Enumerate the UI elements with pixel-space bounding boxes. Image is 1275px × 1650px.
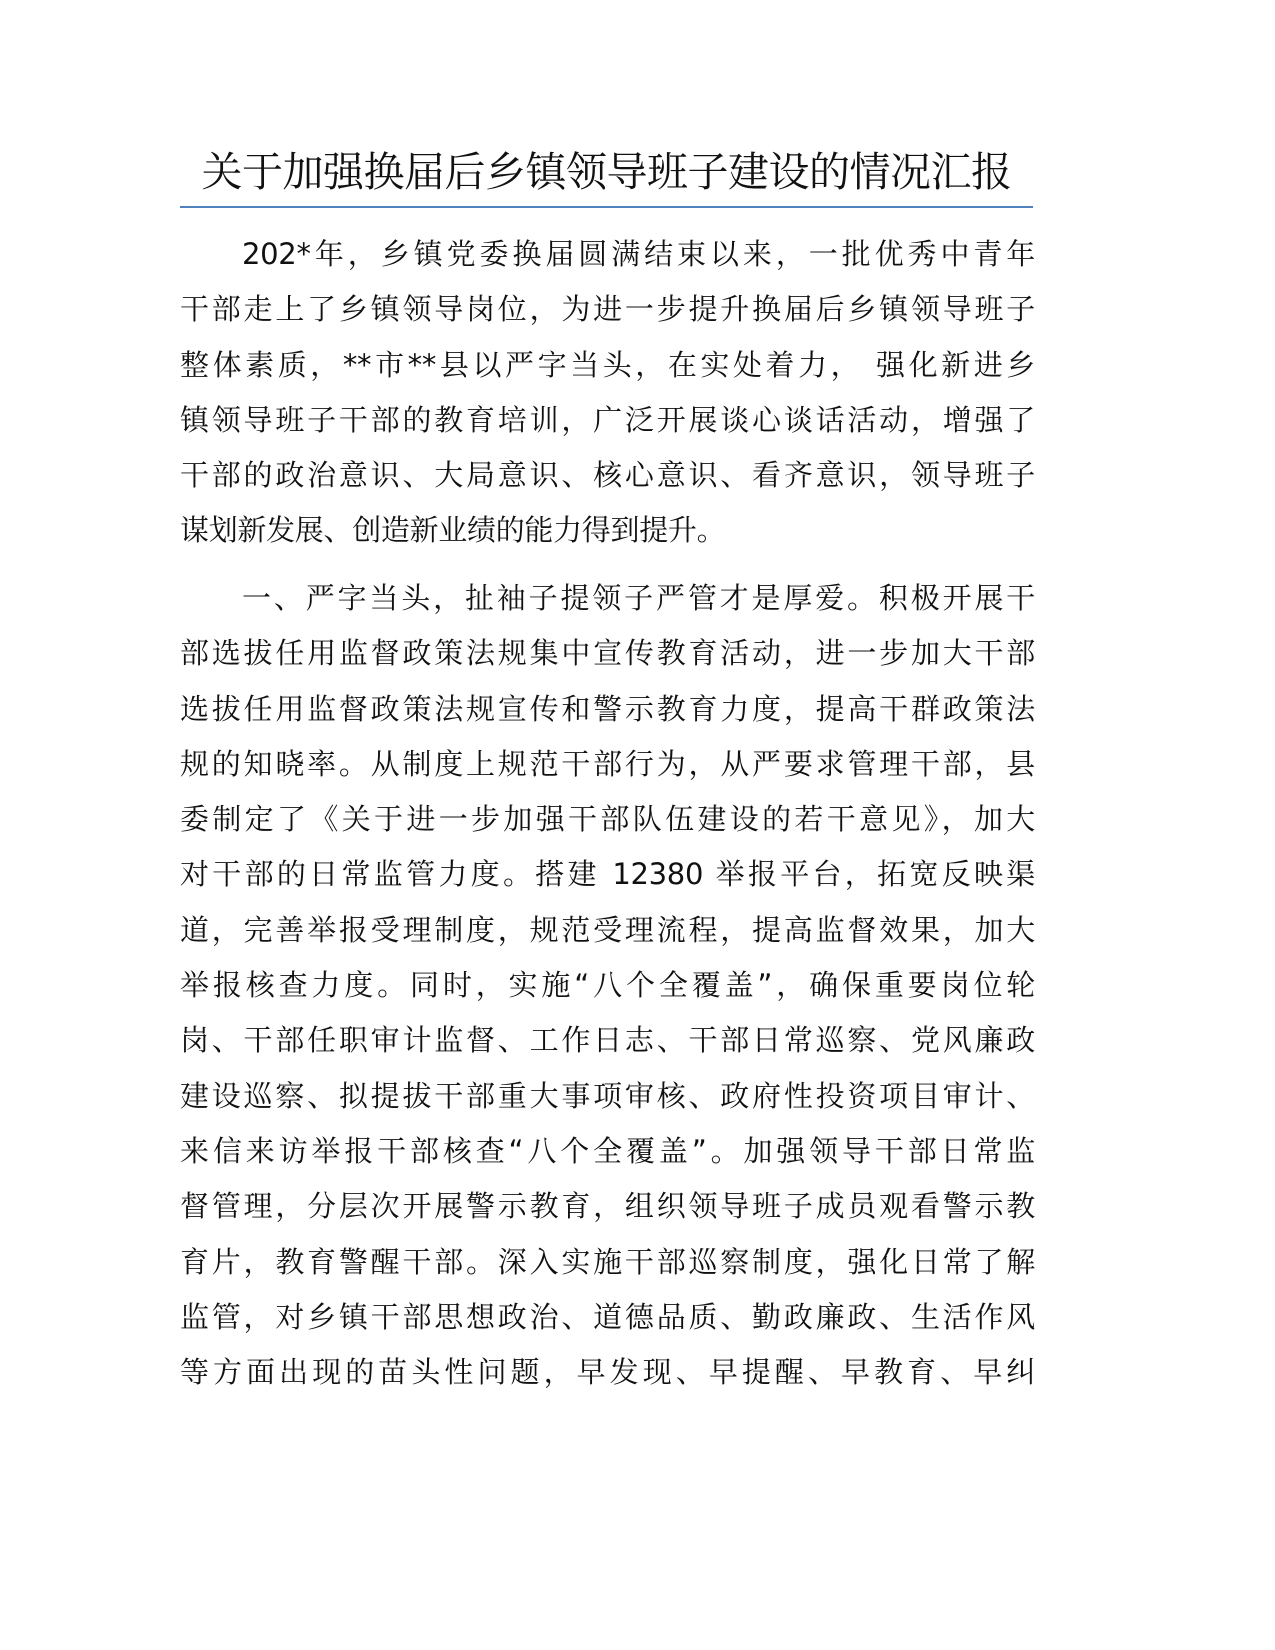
text-line: 监管，对乡镇干部思想政治、道德品质、勤政廉政、生活作风 <box>180 1299 1035 1334</box>
text-line: 委制定了《关于进一步加强干部队伍建设的若干意见》，加大 <box>180 802 1035 837</box>
text-line: 干部的政治意识、大局意识、核心意识、看齐意识，领导班子 <box>180 458 1035 493</box>
title-divider <box>180 206 1033 208</box>
text-line: 一、严字当头，扯袖子提领子严管才是厚爱。积极开展干 <box>242 581 1035 615</box>
text-line: 道，完善举报受理制度，规范受理流程，提高监督效果，加大 <box>180 912 1035 947</box>
text-line: 育片，教育警醒干部。深入实施干部巡察制度，强化日常了解 <box>180 1244 1035 1279</box>
document-title: 关于加强换届后乡镇领导班子建设的情况汇报 <box>201 148 1012 196</box>
text-line: 督管理，分层次开展警示教育，组织领导班子成员观看警示教 <box>180 1189 1035 1224</box>
text-line: 干部走上了乡镇领导岗位，为进一步提升换届后乡镇领导班子 <box>180 292 1035 327</box>
text-line: 等方面出现的苗头性问题，早发现、早提醒、早教育、早纠 <box>180 1355 1035 1390</box>
text-line: 202*年，乡镇党委换届圆满结束以来，一批优秀中青年 <box>242 237 1035 271</box>
text-line: 对干部的日常监管力度。搭建 12380 举报平台，拓宽反映渠 <box>180 857 1035 892</box>
paragraph-section-one <box>180 571 1035 1400</box>
text-line: 规的知晓率。从制度上规范干部行为，从严要求管理干部，县 <box>180 746 1035 781</box>
text-line: 举报核查力度。同时，实施“八个全覆盖”，确保重要岗位轮 <box>180 968 1035 1003</box>
text-line: 选拔任用监督政策法规宣传和警示教育力度，提高干群政策法 <box>180 691 1035 726</box>
text-line: 部选拔任用监督政策法规集中宣传教育活动，进一步加大干部 <box>180 636 1035 671</box>
text-line: 建设巡察、拟提拔干部重大事项审核、政府性投资项目审计、 <box>180 1078 1035 1113</box>
text-line: 谋划新发展、创造新业绩的能力得到提升。 <box>180 513 726 548</box>
text-line: 来信来访举报干部核查“八个全覆盖”。加强领导干部日常监 <box>180 1133 1035 1168</box>
text-line: 岗、干部任职审计监督、工作日志、干部日常巡察、党风廉政 <box>180 1023 1035 1058</box>
text-line: 整体素质，**市**县以严字当头，在实处着力， 强化新进乡 <box>180 347 1035 382</box>
paragraph-intro <box>180 227 1035 559</box>
text-line: 镇领导班子干部的教育培训，广泛开展谈心谈话活动，增强了 <box>180 402 1035 437</box>
